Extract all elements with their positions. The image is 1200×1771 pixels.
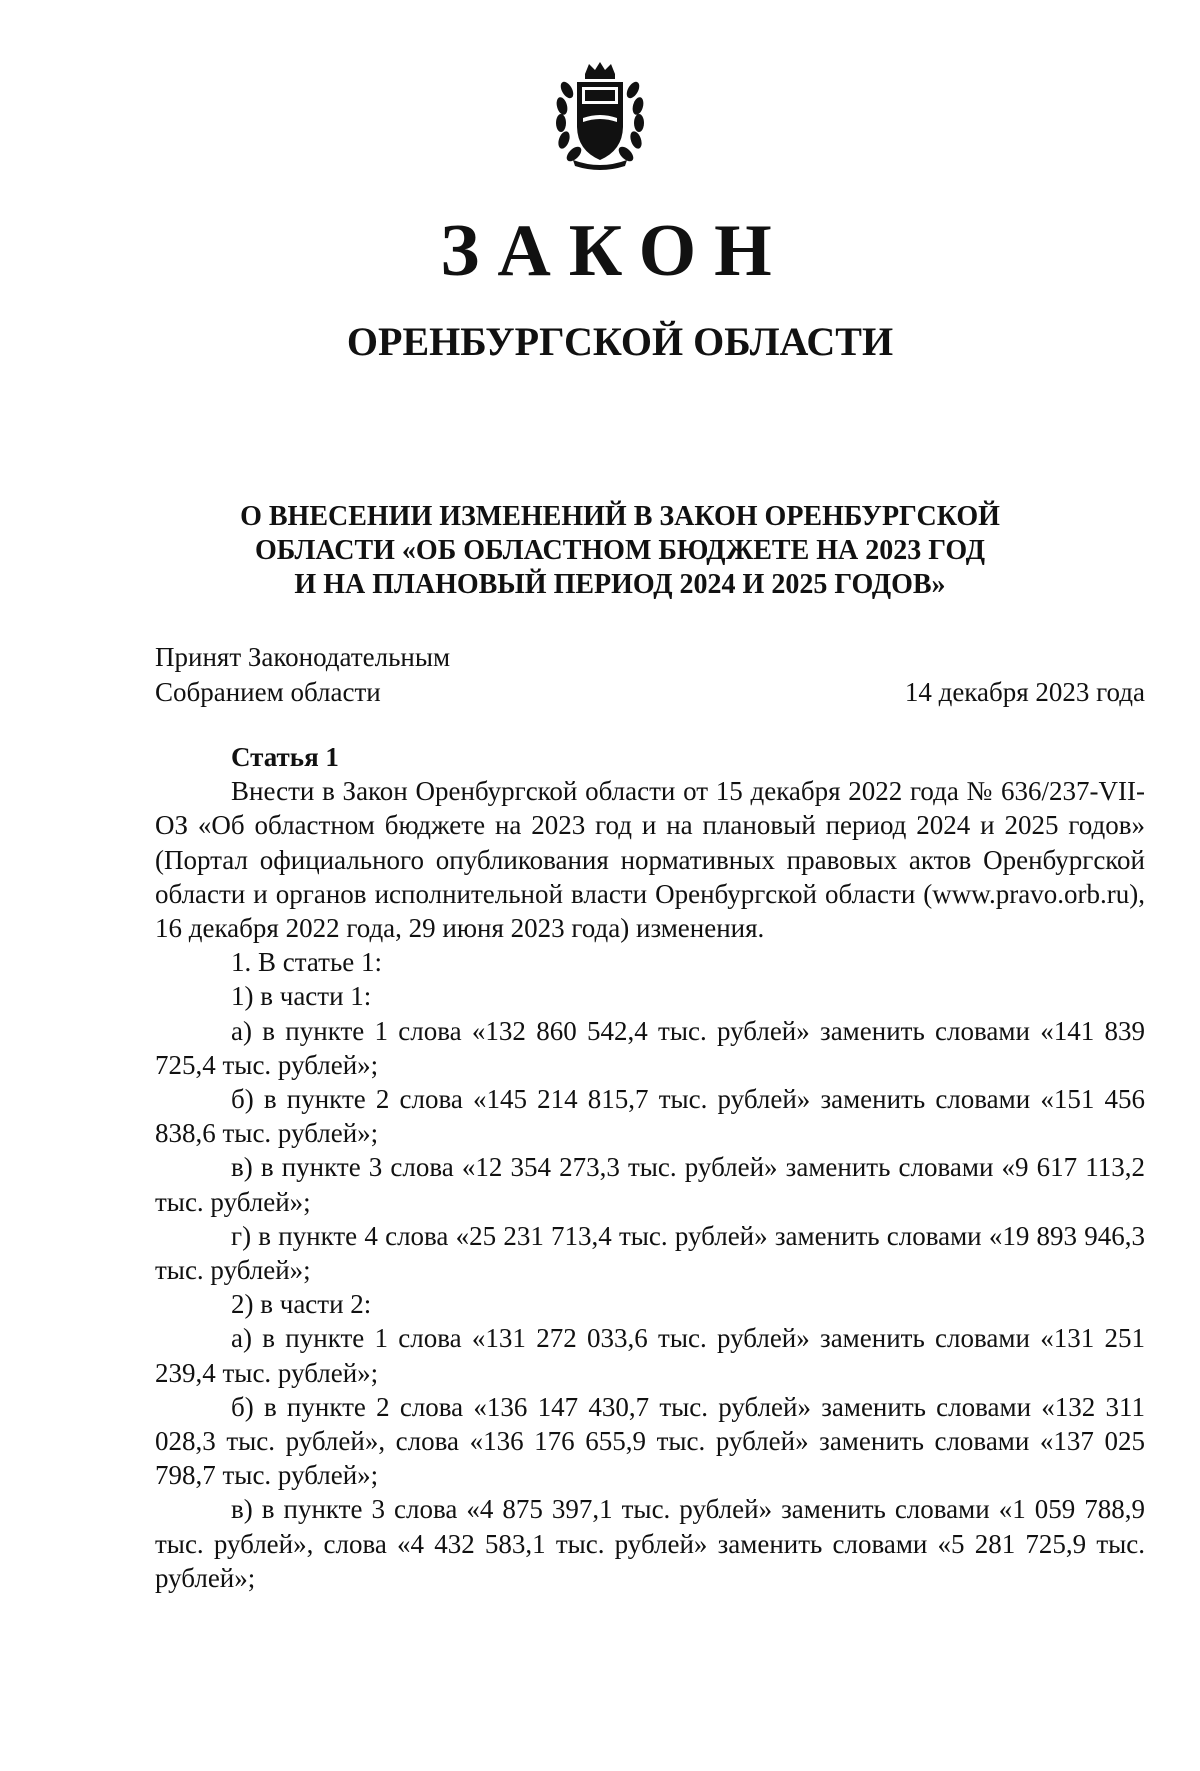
article-paragraph: 1. В статье 1: xyxy=(231,947,383,978)
article-paragraph: г) в пункте 4 слова «25 231 713,4 тыс. рублей» заменить словами «19 893 946,3 тыс. рублей»; xyxy=(155,1220,1145,1286)
article-paragraph: Внести в Закон Оренбургской области от 15 декабря 2022 года № 636/237-VII-ОЗ «Об областном бюджете на 2023 год и на плановый период 2024 и 2025 годов» (Портал официального опубликования нормативных правовых актов Оренбургской области и органов исполнительной власти Оренбургской области (www.pravo.orb.ru), 16 декабря 2022 года, 29 июня 2023 года) изменения. xyxy=(155,776,1145,944)
adoption-date: 14 декабря 2023 года xyxy=(904,677,1145,707)
law-name-line: И НА ПЛАНОВЫЙ ПЕРИОД 2024 И 2025 ГОДОВ» xyxy=(294,569,946,600)
article-paragraph: б) в пункте 2 слова «136 147 430,7 тыс. рублей» заменить словами «132 311 028,3 тыс. рублей», слова «136 176 655,9 тыс. рублей» заменить словами «137 025 798,7 тыс. рублей»; xyxy=(155,1391,1145,1491)
article-paragraph: 1) в части 1: xyxy=(231,981,372,1012)
article-heading: Статья 1 xyxy=(231,742,339,772)
document-subtitle: ОРЕНБУРГСКОЙ ОБЛАСТИ xyxy=(346,319,894,364)
document-title: ЗАКОН xyxy=(440,210,790,292)
law-name xyxy=(0,500,1200,602)
article-paragraph: в) в пункте 3 слова «12 354 273,3 тыс. рублей» заменить словами «9 617 113,2 тыс. рублей»; xyxy=(155,1152,1145,1217)
adoption-line: Принят Законодательным xyxy=(155,642,451,672)
article-paragraph: в) в пункте 3 слова «4 875 397,1 тыс. рублей» заменить словами «1 059 788,9 тыс. рублей», слова «4 432 583,1 тыс. рублей» заменить словами «5 281 725,9 тыс. рублей»; xyxy=(155,1494,1145,1593)
article-paragraph: б) в пункте 2 слова «145 214 815,7 тыс. рублей» заменить словами «151 456 838,6 тыс. рублей»; xyxy=(155,1084,1145,1149)
law-name-line: О ВНЕСЕНИИ ИЗМЕНЕНИЙ В ЗАКОН ОРЕНБУРГСКОЙ xyxy=(240,501,1000,532)
article-paragraph: 2) в части 2: xyxy=(231,1289,372,1320)
adoption-block xyxy=(155,640,1145,710)
article-paragraph: а) в пункте 1 слова «131 272 033,6 тыс. рублей» заменить словами «131 251 239,4 тыс. рублей»; xyxy=(155,1323,1145,1388)
adoption-line: Собранием области xyxy=(155,677,381,707)
law-name-line: ОБЛАСТИ «ОБ ОБЛАСТНОМ БЮДЖЕТЕ НА 2023 ГОД xyxy=(254,535,986,566)
coat-of-arms-icon xyxy=(545,60,655,170)
article-paragraph: а) в пункте 1 слова «132 860 542,4 тыс. рублей» заменить словами «141 839 725,4 тыс. рублей»; xyxy=(155,1015,1145,1080)
document-body xyxy=(155,740,1145,1595)
